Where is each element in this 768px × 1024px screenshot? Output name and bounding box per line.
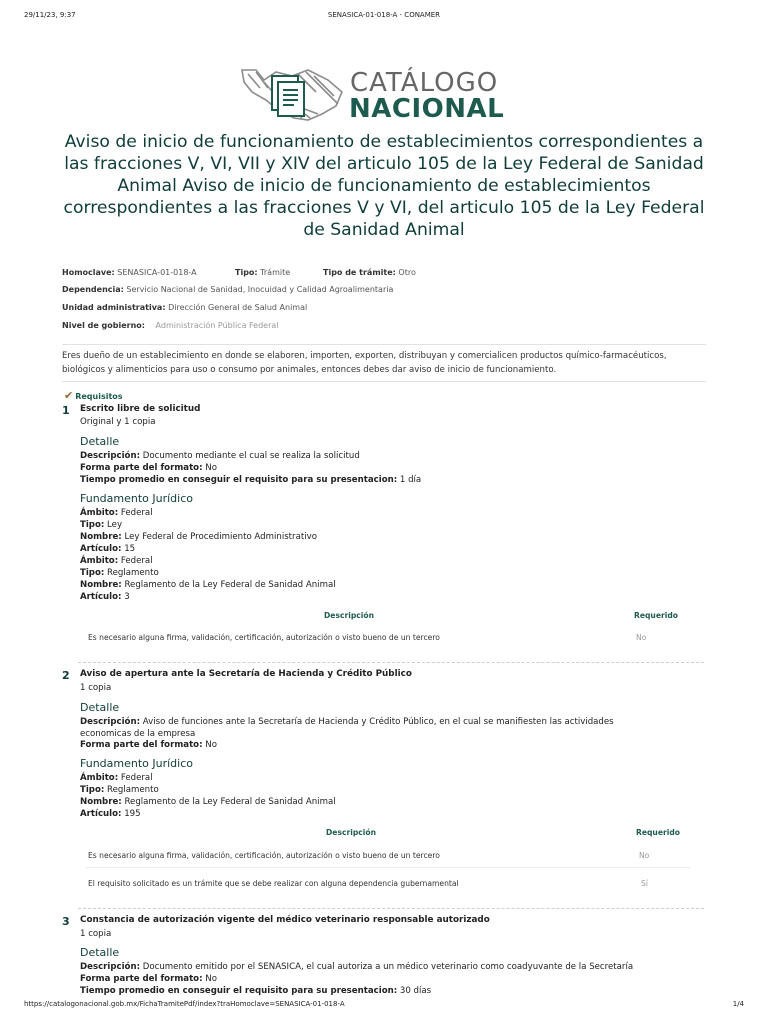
detalle-heading: Detalle [80, 701, 120, 714]
nivel-field [62, 321, 279, 330]
detalle-heading: Detalle [80, 946, 120, 959]
forma-parte-label: Forma parte del formato: [80, 974, 203, 984]
table-row-divider [86, 867, 690, 868]
tipo-value: Reglamento [107, 785, 159, 795]
fundamento-tipo [80, 568, 159, 578]
tipo-value: Trámite [260, 268, 291, 277]
unidad-label: Unidad administrativa: [62, 303, 166, 312]
homoclave-value: SENASICA-01-018-A [117, 268, 197, 277]
descripcion-value: Aviso de funciones ante la Secretaría de Hacienda y Crédito Público, en el cual se manifiesten las actividades economicas de la empresa [80, 717, 614, 739]
forma-parte-label: Forma parte del formato: [80, 463, 203, 473]
dependencia-value: Servicio Nacional de Sanidad, Inocuidad y Calidad Agroalimentaria [126, 285, 394, 294]
fundamento-ambito [80, 508, 153, 518]
detalle-descripcion [80, 716, 660, 740]
print-footer [24, 1000, 744, 1012]
fundamento-nombre [80, 580, 336, 590]
forma-parte-label: Forma parte del formato: [80, 740, 203, 750]
tipo-label: Tipo: [80, 568, 105, 578]
fundamento-articulo [80, 592, 130, 602]
fundamento-ambito [80, 556, 153, 566]
tipo-label: Tipo: [80, 520, 105, 530]
ambito-value: Federal [120, 508, 153, 518]
tipo-tramite-label: Tipo de trámite: [323, 268, 396, 277]
section-divider [78, 908, 704, 909]
page-number: 1/4 [732, 1000, 744, 1008]
table-cell-descripcion: Es necesario alguna firma, validación, certificación, autorización o visto bueno de un tercero [88, 851, 440, 860]
detalle-forma-parte [80, 740, 217, 750]
articulo-value: 15 [124, 544, 136, 554]
requisito-number: 2 [62, 669, 70, 682]
detalle-forma-parte [80, 974, 217, 984]
nombre-label: Nombre: [80, 797, 122, 807]
fundamento-nombre [80, 797, 336, 807]
ambito-value: Federal [120, 773, 153, 783]
articulo-label: Artículo: [80, 544, 122, 554]
fundamento-articulo [80, 544, 135, 554]
fundamento-heading: Fundamento Jurídico [80, 492, 193, 505]
detalle-descripcion [80, 451, 360, 461]
tipo-value: Ley [107, 520, 123, 530]
articulo-label: Artículo: [80, 592, 122, 602]
section-divider [78, 662, 704, 663]
print-title: SENASICA-01-018-A - CONAMER [327, 11, 441, 19]
articulo-value: 195 [124, 809, 141, 819]
column-header-descripcion: Descripción [324, 611, 374, 620]
descripcion-value: Documento emitido por el SENASICA, el cual autoriza a un médico veterinario como coadyuvante de la Secretaría [142, 962, 634, 972]
tipo-value: Reglamento [107, 568, 159, 578]
requisito-title: Constancia de autorización vigente del médico veterinario responsable autorizado [80, 915, 490, 925]
homoclave-label: Homoclave: [62, 268, 115, 277]
tipo-field [235, 268, 290, 277]
divider [62, 344, 706, 345]
catalogo-nacional-logo [238, 62, 538, 128]
table-cell-descripcion: El requisito solicitado es un trámite que se debe realizar con alguna dependencia gubernamental [88, 879, 459, 888]
table-cell-requerido: No [639, 851, 650, 860]
detalle-descripcion [80, 962, 633, 972]
forma-parte-value: No [205, 463, 217, 473]
meta-row-1 [62, 268, 197, 277]
fundamento-tipo [80, 520, 122, 530]
ambito-label: Ámbito: [80, 508, 119, 518]
nombre-label: Nombre: [80, 580, 122, 590]
page-title: Aviso de inicio de funcionamiento de establecimientos correspondientes a las fracciones V, VI, VII y XIV del articulo 105 de la Ley Federal de Sanidad Animal Aviso de inicio de funcionamiento de establecimientos correspondientes a las fracciones V y VI, del articulo 105 de la Ley Federal de Sanidad Animal [63, 132, 705, 240]
descripcion-value: Documento mediante el cual se realiza la solicitud [142, 451, 360, 461]
descripcion-label: Descripción: [80, 962, 141, 972]
fundamento-articulo [80, 809, 141, 819]
print-url: https://catalogonacional.gob.mx/FichaTramitePdf/index?traHomoclave=SENASICA-01-018-A [24, 1000, 345, 1008]
requisito-number: 3 [62, 915, 70, 928]
tramite-description: Eres dueño de un establecimiento en donde se elaboren, importen, exporten, distribuyan y comercialicen productos químico-farmacéuticos, biológicos y alimenticios para uso o consumo por animales, entonces debes dar aviso de inicio de funcionamiento. [62, 351, 667, 375]
fundamento-ambito [80, 773, 153, 783]
articulo-label: Artículo: [80, 809, 122, 819]
nombre-value: Reglamento de la Ley Federal de Sanidad Animal [124, 797, 336, 807]
document-stack-icon [238, 62, 346, 128]
unidad-field [62, 303, 307, 312]
print-header [24, 11, 744, 23]
requisito-title: Escrito libre de solicitud [80, 404, 201, 414]
tipo-label: Tipo: [80, 785, 105, 795]
articulo-value: 3 [124, 592, 130, 602]
detalle-forma-parte [80, 463, 217, 473]
nombre-value: Ley Federal de Procedimiento Administrativo [124, 532, 317, 542]
requisito-number: 1 [62, 404, 70, 417]
ambito-value: Federal [120, 556, 153, 566]
requisito-copies: 1 copia [80, 683, 112, 693]
print-date: 29/11/23, 9:37 [24, 11, 76, 19]
nivel-value: Administración Pública Federal [155, 321, 279, 330]
descripcion-label: Descripción: [80, 717, 141, 727]
column-header-requerido: Requerido [636, 828, 680, 837]
requisito-copies: Original y 1 copia [80, 417, 156, 427]
ambito-label: Ámbito: [80, 773, 119, 783]
table-cell-requerido: Sí [641, 879, 648, 888]
tipo-label: Tipo: [235, 268, 258, 277]
table-cell-requerido: No [636, 633, 647, 642]
ambito-label: Ámbito: [80, 556, 119, 566]
forma-parte-value: No [205, 740, 217, 750]
column-header-requerido: Requerido [634, 611, 678, 620]
logo-line-1: CATÁLOGO [350, 68, 499, 98]
logo-line-2: NACIONAL [349, 94, 505, 124]
requisito-copies: 1 copia [80, 929, 112, 939]
tiempo-value: 30 días [399, 986, 432, 996]
fundamento-heading: Fundamento Jurídico [80, 757, 193, 770]
tiempo-value: 1 día [399, 475, 422, 485]
tiempo-label: Tiempo promedio en conseguir el requisito para su presentacion: [80, 986, 398, 996]
requisitos-heading [64, 389, 123, 402]
divider [62, 381, 706, 382]
forma-parte-value: No [205, 974, 217, 984]
tipo-tramite-field [323, 268, 416, 277]
dependencia-field [62, 285, 393, 294]
checkmark-icon: ✔ [64, 389, 74, 402]
detalle-heading: Detalle [80, 435, 120, 448]
nombre-label: Nombre: [80, 532, 122, 542]
requisito-title: Aviso de apertura ante la Secretaría de Hacienda y Crédito Público [80, 669, 412, 679]
descripcion-label: Descripción: [80, 451, 141, 461]
dependencia-label: Dependencia: [62, 285, 124, 294]
detalle-tiempo [80, 475, 421, 485]
tipo-tramite-value: Otro [398, 268, 416, 277]
table-cell-descripcion: Es necesario alguna firma, validación, certificación, autorización o visto bueno de un tercero [88, 633, 440, 642]
nivel-label: Nivel de gobierno: [62, 321, 145, 330]
requisitos-label: Requisitos [75, 392, 123, 401]
fundamento-tipo [80, 785, 159, 795]
fundamento-nombre [80, 532, 317, 542]
nombre-value: Reglamento de la Ley Federal de Sanidad Animal [124, 580, 336, 590]
column-header-descripcion: Descripción [326, 828, 376, 837]
tiempo-label: Tiempo promedio en conseguir el requisito para su presentacion: [80, 475, 398, 485]
unidad-value: Dirección General de Salud Animal [168, 303, 308, 312]
detalle-tiempo [80, 986, 431, 996]
